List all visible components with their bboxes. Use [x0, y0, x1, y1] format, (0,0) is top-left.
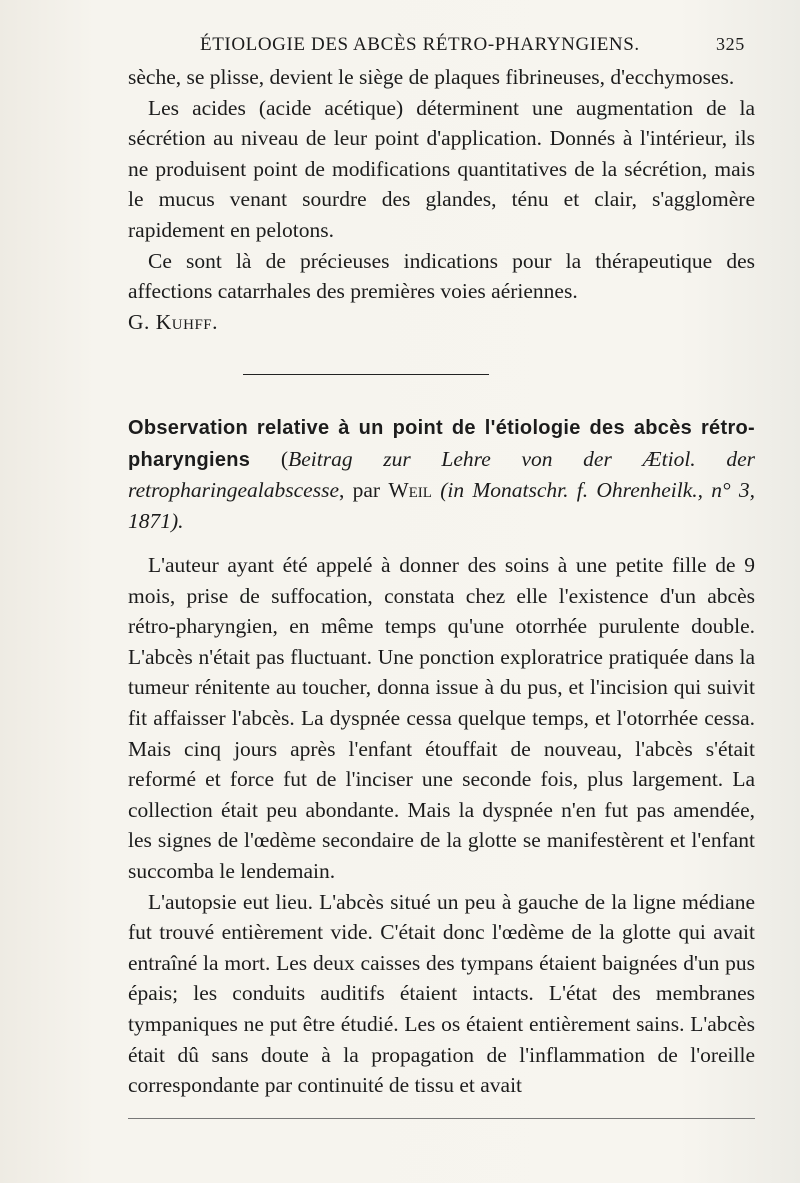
bleed-through-line: [128, 1118, 755, 1119]
section-top: [128, 62, 755, 337]
paragraph: Ce sont là de précieuses indications pour la thérapeutique des affections catarrhales des premières voies aériennes.: [128, 248, 755, 304]
ref-open: (: [280, 446, 289, 471]
reference-author: Weil: [388, 478, 432, 503]
observation-heading: [128, 412, 755, 536]
running-head: [200, 34, 800, 58]
reference-title: Beitrag zur Lehre von der Ætiol. der retropharingealabscesse: [128, 446, 756, 503]
paragraph: sèche, se plisse, devient le siège de plaques fibrineuses, d'ecchymoses.: [128, 65, 735, 89]
paragraph: L'autopsie eut lieu. L'abcès situé un peu à gauche de la ligne médiane fut trouvé entièrement vide. C'était donc l'œdème de la glotte qui avait entraîné la mort. Les deux caisses des tympans étaient baignées d'un pus épais; les conduits auditifs étaient intacts. L'état des membranes tympaniques ne put être étudié. Les os étaient entièrement sains. L'abcès était dû sans doute à la propagation de l'inflammation de l'oreille correspondante par continuité de tissu et avait: [128, 889, 755, 1098]
signature: G. Kuhff.: [128, 309, 219, 334]
section-observation: [128, 550, 755, 1101]
running-title: ÉTIOLOGIE DES ABCÈS RÉTRO-PHARYNGIENS.: [200, 34, 640, 55]
observation-title: Observation relative à un point de l'étiologie des abcès rétro-pharyngiens: [128, 417, 755, 471]
ref-by: , par: [339, 478, 389, 503]
section-divider: [243, 374, 489, 375]
page-number: 325: [716, 34, 745, 54]
paragraph: Les acides (acide acétique) déterminent une augmentation de la sécrétion au niveau de leur point d'application. Donnés à l'intérieur, ils ne produisent point de modifications quantitatives de la sécrétion, mais le mucus venant sourdre des glandes, ténu et clair, s'agglomère rapidement en pelotons.: [128, 95, 755, 242]
reference-source: (in Monatschr. f. Ohrenheilk., n° 3, 1871).: [128, 478, 756, 533]
paragraph: L'auteur ayant été appelé à donner des soins à une petite fille de 9 mois, prise de suffocation, constata chez elle l'existence d'un abcès rétro-pharyngien, en même temps qu'une otorrhée purulente double. L'abcès n'était pas fluctuant. Une ponction exploratrice pratiquée dans la tumeur rénitente au toucher, donna issue à du pus, et l'incision qui suivit fit affaisser l'abcès. La dyspnée cessa quelque temps, et l'otorrhée cessa. Mais cinq jours après l'enfant étouffait de nouveau, l'abcès s'était reformé et force fut de l'inciser une seconde fois, plus largement. La collection était peu abondante. Mais la dyspnée n'en fut pas amendée, les signes de l'œdème secondaire de la glotte se manifestèrent et l'enfant succomba le lendemain.: [128, 553, 755, 883]
